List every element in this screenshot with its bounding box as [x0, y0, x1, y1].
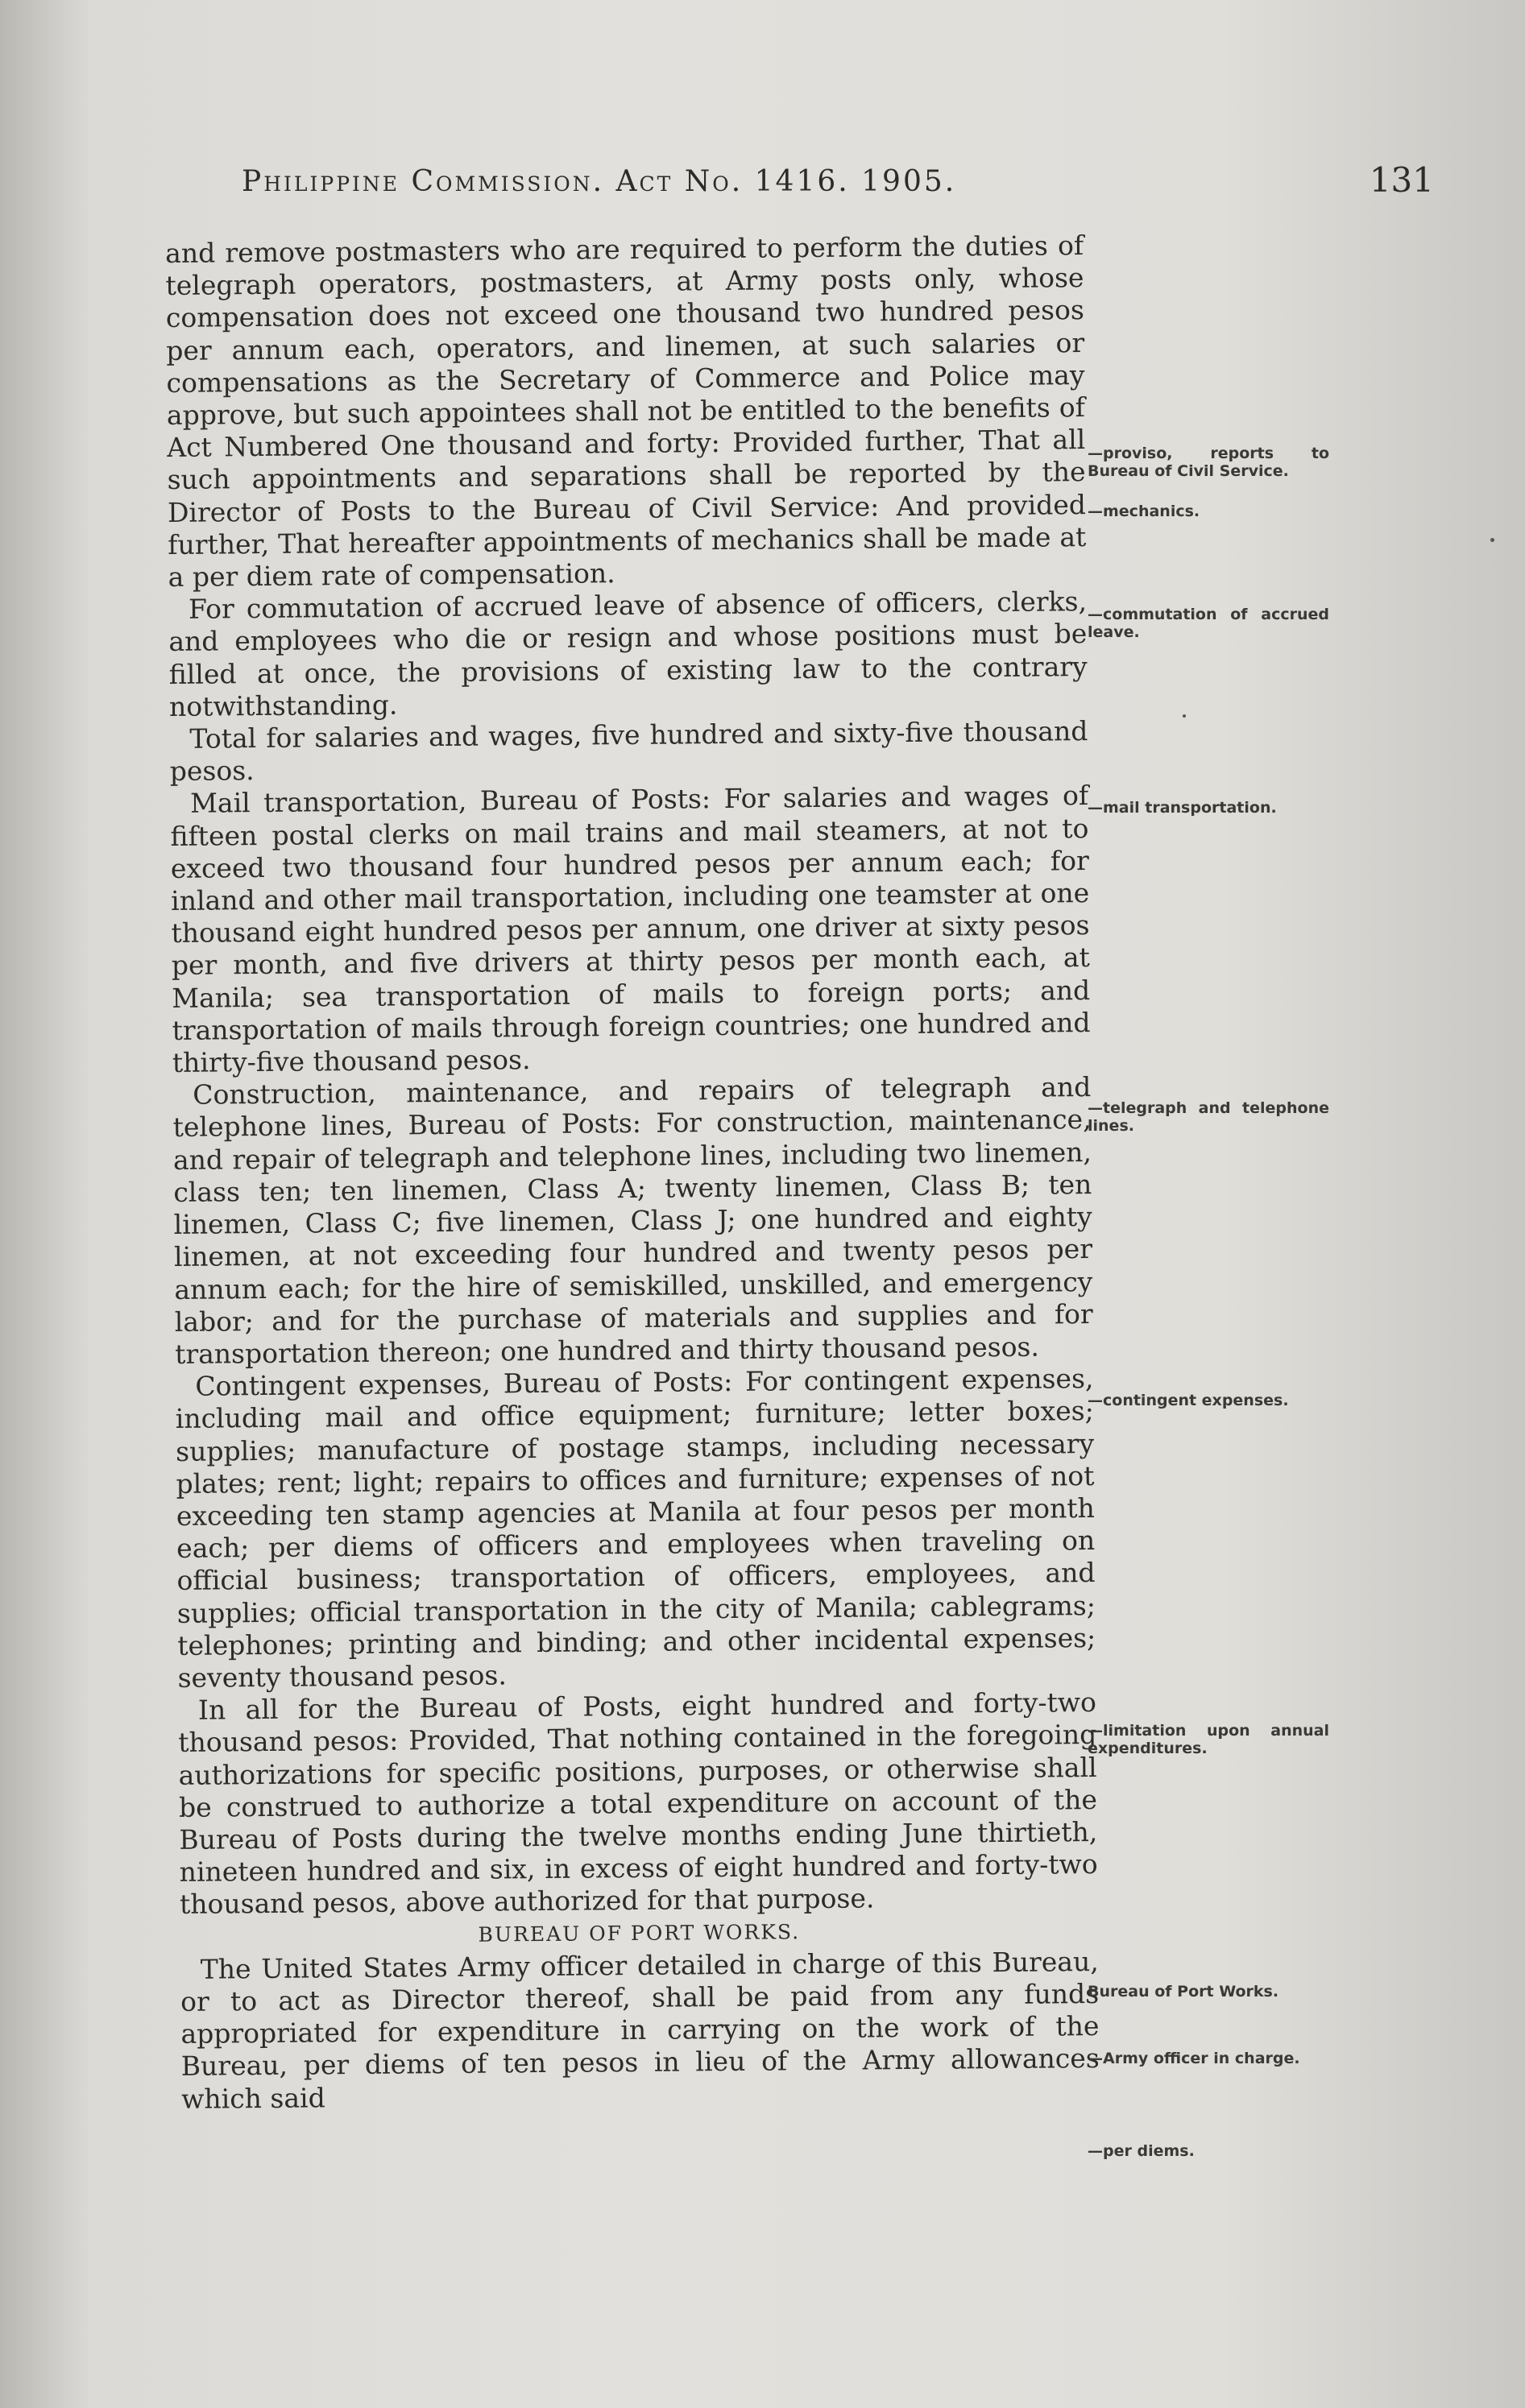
paragraph-appointments: and remove postmasters who are required to perform the duties of telegraph operators, postmasters, at Army posts only, whose compensation does not exceed one thousand two hundred pesos per annum each, operators, and linemen, at such salaries or compensations as the Secretary of Commerce and Police may approve, but such appointees shall not be entitled to the benefits of Act Numbered One thousand and forty: Provided further, That all such appointments and separations shall be reported by the Director of Posts to the Bureau of Civil Service: And provided further, That hereafter appointments of mechanics shall be made at a per diem rate of compensation.: [165, 230, 1087, 594]
margin-note-commutation: —commutation of accrued leave.: [1088, 606, 1329, 641]
margin-note-contingent-expenses: —contingent expenses.: [1088, 1392, 1289, 1409]
paper-speck: [1490, 538, 1494, 542]
page-number: 131: [1369, 160, 1434, 200]
margin-note-limitation: —limitation upon annual expenditures.: [1088, 1722, 1329, 1757]
paragraph-army-officer: The United States Army officer detailed in charge of this Bureau, or to act as Director thereof, shall be paid from any funds appropriated for expenditure in carrying on the work of the Bureau, per diems of ten pesos in lieu of the Army allowances which said: [180, 1945, 1100, 2115]
running-head: Philippine Commission. Act No. 1416. 1905.: [242, 165, 957, 198]
paragraph-commutation: For commutation of accrued leave of absence of officers, clerks, and employees who die or resign and whose positions must be filled at once, the provisions of existing law to the contrary notwithstanding.: [168, 585, 1088, 722]
section-heading-port-works: BUREAU OF PORT WORKS.: [478, 1919, 801, 1947]
paragraph-telegraph-lines: Construction, maintenance, and repairs of telegraph and telephone lines, Bureau of Posts: For construction, maintenance, and repair of telegraph and telephone lines, including two linemen, class ten; ten linemen, Class A; twenty linemen, Class B; ten linemen, Class C; five linemen, Class J; one hundred and eighty linemen, at not exceeding four hundred and twenty pesos per annum each; for the hire of semiskilled, unskilled, and emergency labor; and for the purchase of materials and supplies and for transportation thereon; one hundred and thirty thousand pesos.: [172, 1071, 1093, 1370]
margin-note-telegraph-lines: —telegraph and telephone lines.: [1088, 1099, 1329, 1135]
margin-note-mail-transportation: —mail transportation.: [1088, 799, 1277, 817]
body-text: [165, 230, 1100, 2116]
paragraph-total-salaries: Total for salaries and wages, five hundred and sixty-five thousand pesos.: [169, 715, 1088, 788]
margin-note-port-works: Bureau of Port Works.: [1088, 1983, 1279, 2000]
margin-note-per-diems: —per diems.: [1088, 2142, 1195, 2160]
margin-note-mechanics: —mechanics.: [1088, 503, 1200, 520]
paragraph-contingent-expenses: Contingent expenses, Bureau of Posts: For contingent expenses, including mail and office equipment; furniture; letter boxes; supplies; manufacture of postage stamps, including necessary plates; rent; light; repairs to offices and furniture; expenses of not exceeding ten stamp agencies at Manila at four pesos per month each; per diems of officers and employees when traveling on official business; transportation of officers, employees, and supplies; official transportation in the city of Manila; cablegrams; telephones; printing and binding; and other incidental expenses; seventy thousand pesos.: [175, 1363, 1096, 1694]
paragraph-mail-transportation: Mail transportation, Bureau of Posts: For salaries and wages of fifteen postal clerks on mail trains and mail steamers, at not to exceed two thousand four hundred pesos per annum each; for inland and other mail transportation, including one teamster at one thousand eight hundred pesos per annum, one driver at sixty pesos per month, and five drivers at thirty pesos per month each, at Manila; sea transportation of mails to foreign ports; and transportation of mails through foreign countries; one hundred and thirty-five thousand pesos.: [170, 780, 1091, 1079]
paper-speck: [1183, 714, 1186, 718]
margin-note-army-officer: —Army officer in charge.: [1088, 2050, 1300, 2067]
margin-note-proviso: —proviso, reports to Bureau of Civil Service.: [1088, 445, 1329, 480]
page-header: [242, 160, 1434, 213]
paragraph-limitation: In all for the Bureau of Posts, eight hundred and forty-two thousand pesos: Provided, That nothing contained in the foregoing authorizations for specific positions, purposes, or otherwise shall be construed to authorize a total expenditure on account of the Bureau of Posts during the twelve months ending June thirtieth, nineteen hundred and six, in excess of eight hundred and forty-two thousand pesos, above authorized for that purpose.: [178, 1686, 1098, 1921]
